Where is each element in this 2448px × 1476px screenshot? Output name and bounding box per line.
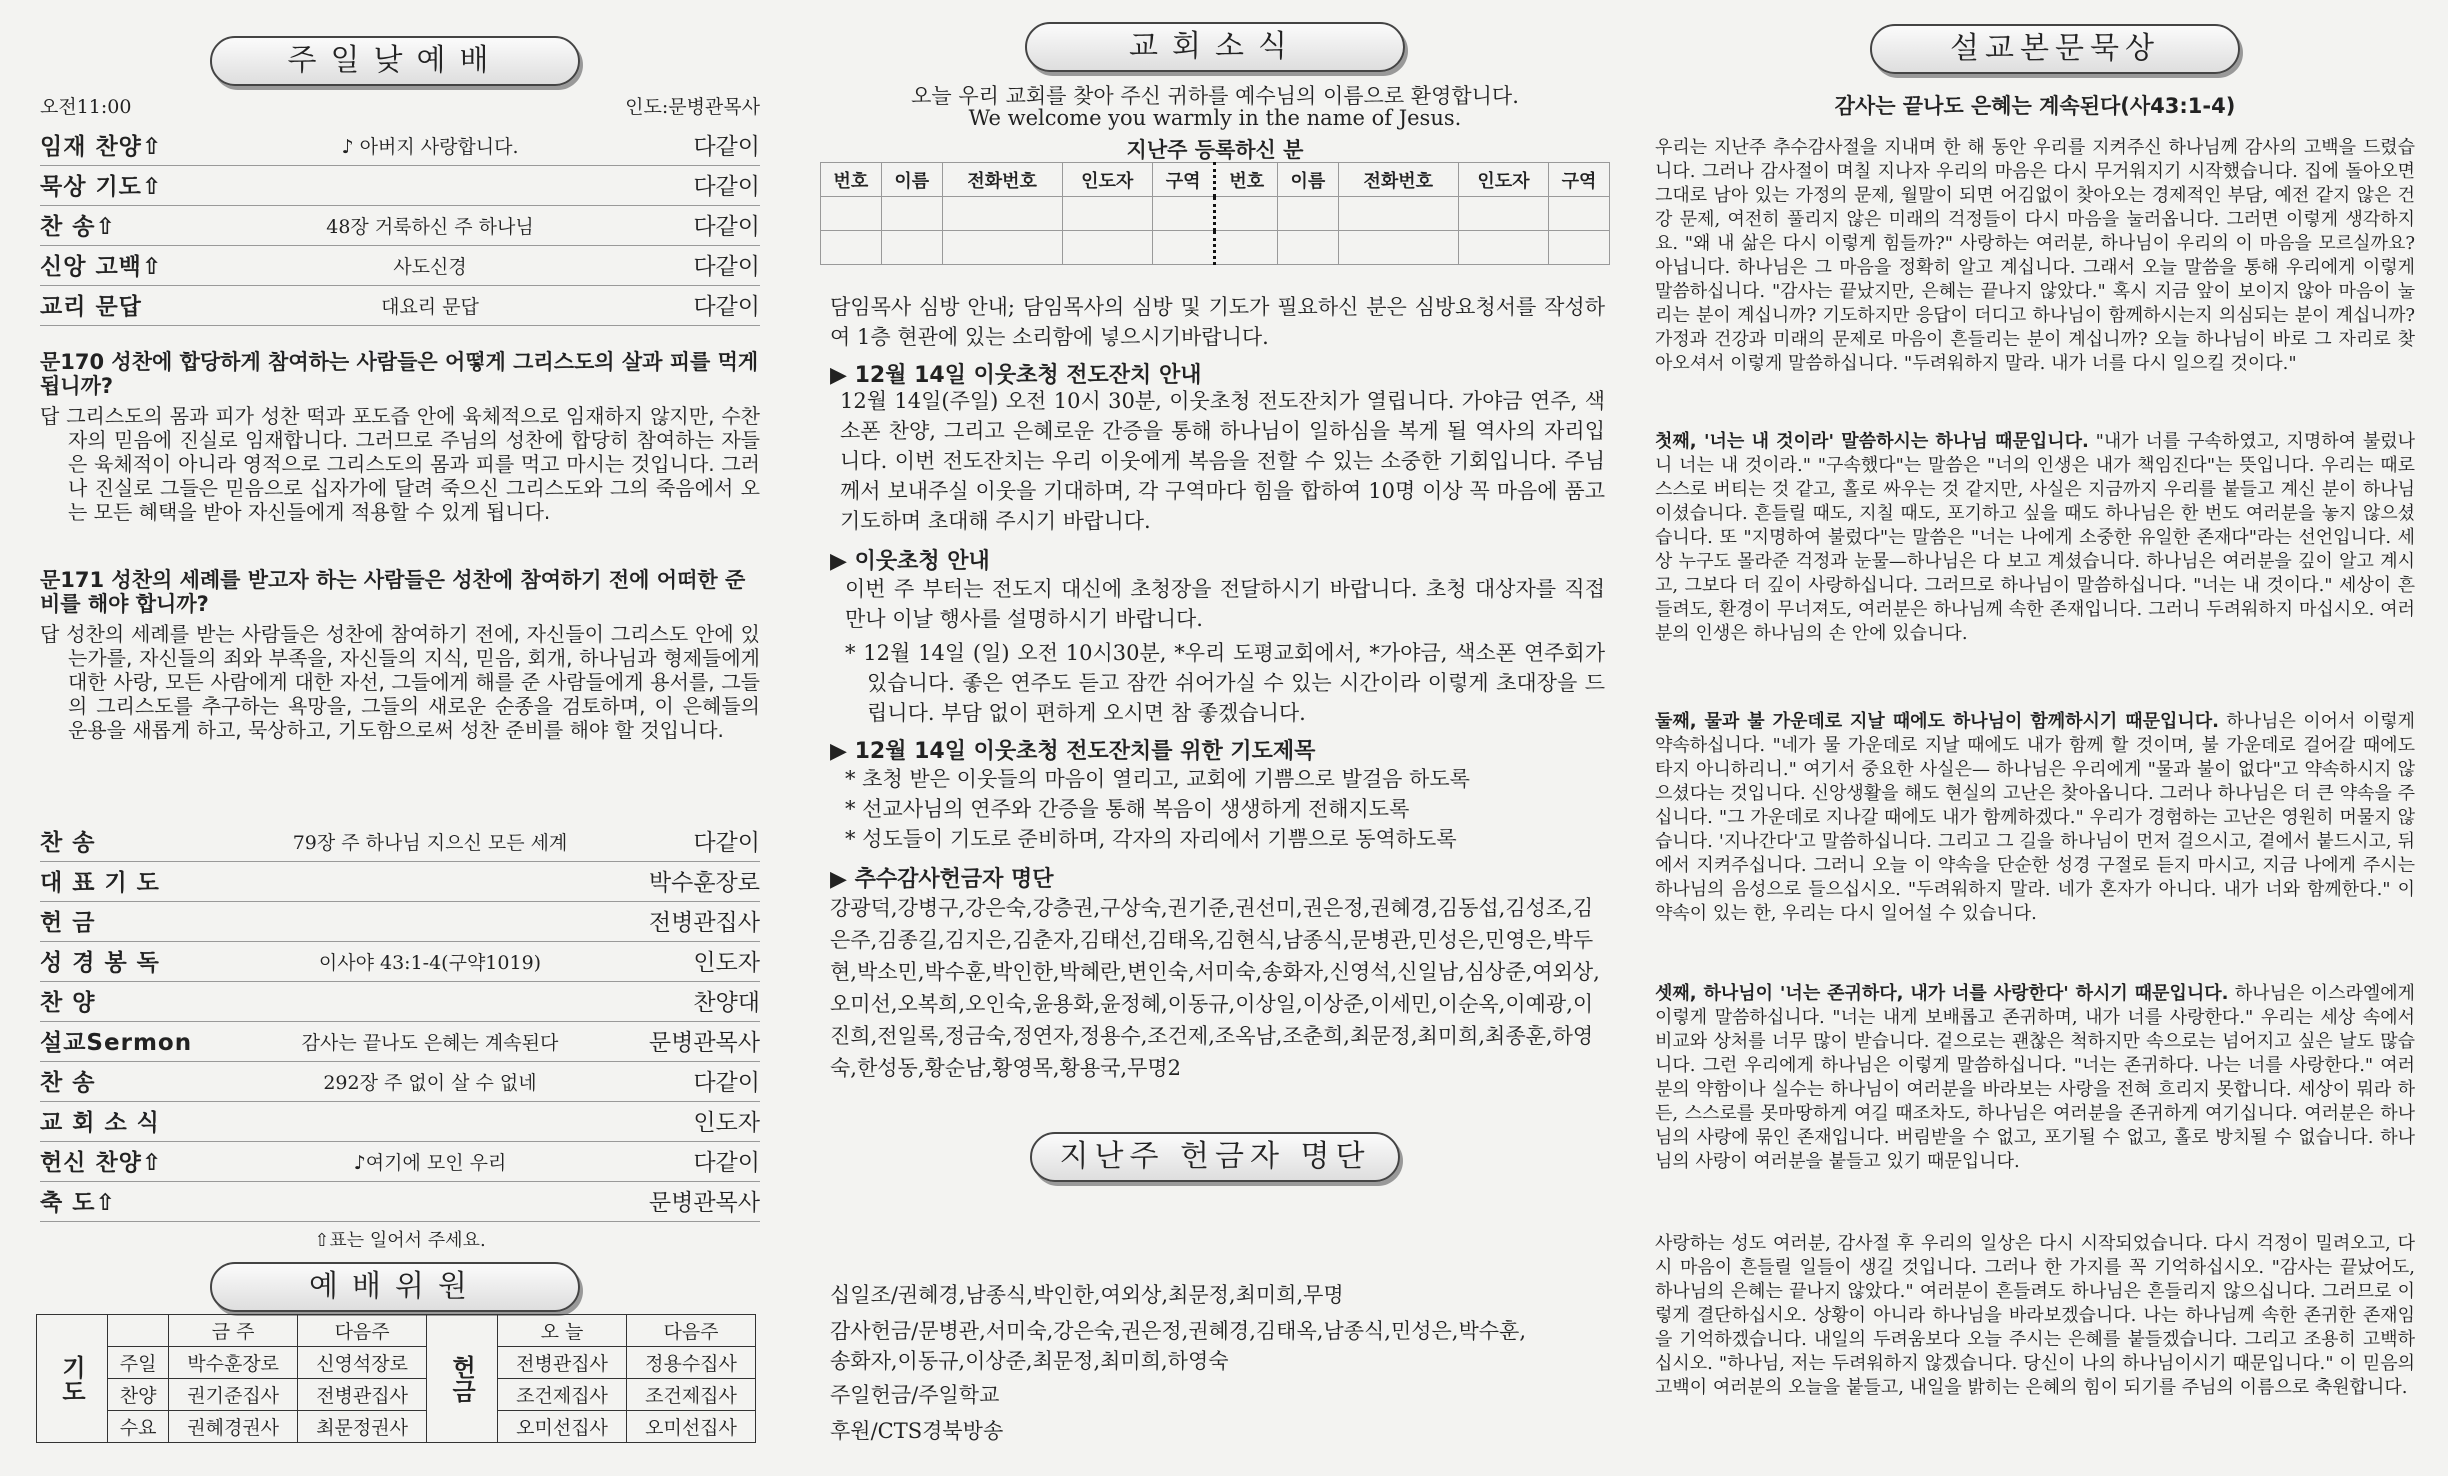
committee-day: 수요 <box>108 1411 169 1443</box>
order-row <box>40 1102 760 1142</box>
news-heading-4: ▶ 추수감사헌금자 명단 <box>830 867 1054 892</box>
sermon-point-heading: 셋째, 하나님이 '너는 존귀하다, 내가 너를 사랑한다' 하시기 때문입니다. <box>1655 983 2229 1004</box>
prayer-item: * 성도들이 기도로 준비하며, 각자의 자리에서 기쁨으로 동역하도록 <box>845 827 1457 851</box>
order-person: 다같이 <box>693 174 760 200</box>
sermon-closing: 사랑하는 성도 여러분, 감사절 후 우리의 일상은 다시 시작되었습니다. 다시 걱정이 밀려오고, 다시 마음이 흔들릴 일들이 생길 것입니다. 그러나 한 가지를 꼭 기억하십시오. "감사는 끝났어도, 하나님의 은혜는 끝나지 않았다." 여러분이 흔들려도 하나님은 흔들리지 않으십니다. 그러므로 이렇게 결단하십시오. 상황이 아니라 하나님을 바라보겠습니다. 나는 하나님께 속한 존귀한 존재임을 기억하겠습니다. 내일의 두려움보다 오늘 주시는 은혜를 붙들겠습니다. 그리고 조용히 고백하십시오. "하나님, 저는 두려워하지 않겠습니다. 당신이 나의 하나님이시기 때문입니다." 이 믿음의 고백이 여러분의 오늘을 붙들고, 내일을 밝히는 은혜의 힘이 되기를 주님의 이름으로 축원합니다. <box>1655 1233 2415 1398</box>
prayer-item: * 초청 받은 이웃들의 마음이 열리고, 교회에 기쁨으로 발걸음 하도록 <box>845 767 1470 791</box>
order-row <box>40 822 760 862</box>
order-row <box>40 982 760 1022</box>
order-label: 성 경 봉 독 <box>40 950 160 976</box>
order-item: 이사야 43:1-4(구약1019) <box>318 952 542 974</box>
sermon-point-heading: 첫째, '너는 내 것이라' 말씀하시는 하나님 때문입니다. <box>1655 431 2089 452</box>
register-empty-row <box>821 231 1610 265</box>
sermon-point-body: 하나님은 이어서 이렇게 약속하십니다. "네가 물 가운데로 지날 때에도 내가 함께 할 것이며, 불 가운데로 걸어갈 때에도 타지 아니하리니." 여기서 중요한 사실은— 하나님은 우리에게 "물과 불이 없다"고 약속하시지 않으셨다는 것입니다. 신앙생활을 해도 현실의 고난은 찾아옵니다. 그러나 하나님은 더 큰 약속을 주십니다. "그 가운데로 지나갈 때에도 내가 함께하겠다." 우리가 경험하는 고난은 영원히 머물지 않습니다. '지나간다'고 말씀하십니다. 그리고 그 길을 하나님이 먼저 걸으시고, 곁에서 붙드시고, 뒤에서 지켜주십니다. 그러니 오늘 이 약속을 단순한 성경 구절로 듣지 마시고, 지금 나에게 주시는 하나님의 음성으로 들으십시오. "두려워하지 말라. 네가 혼자가 아니다. 내가 너와 함께한다." 이 약속이 있는 한, 우리는 다시 일어설 수 있습니다. <box>1655 711 2415 924</box>
catechism-question: 문171 성찬의 세례를 받고자 하는 사람들은 성찬에 참여하기 전에 어떠한 준비를 해야 합니까? <box>40 568 746 616</box>
order-person: 박수훈장로 <box>648 870 760 896</box>
register-col-header: 전화번호 <box>942 163 1062 197</box>
order-row <box>40 1142 760 1182</box>
offering-line: 후원/CTS경북방송 <box>830 1419 1004 1443</box>
committee-next: 신영석장로 <box>298 1347 427 1379</box>
order-label: 찬 양 <box>40 990 96 1016</box>
order-label: 설교Sermon <box>40 1030 193 1056</box>
order-row <box>40 206 760 246</box>
committee-header: 오 늘 <box>498 1315 627 1347</box>
order-label: 찬 송 <box>40 830 96 856</box>
committee-day: 찬양 <box>108 1379 169 1411</box>
register-col-header: 인도자 <box>1458 163 1548 197</box>
catechism-answer: 답 그리스도의 몸과 피가 성찬 떡과 포도즙 안에 육체적으로 임재하지 않지만, 수찬자의 믿음에 진실로 임재합니다. 그러므로 주님의 성찬에 합당히 참여하는 자들은 육체적이 아니라 영적으로 그리스도의 몸과 피를 먹고 마시는 것입니다. 그러나 진실로 그들은 믿음으로 십자가에 달려 죽으신 그리스도와 그의 죽음에서 오는 모든 혜택을 받아 자신들에게 적용할 수 있게 됩니다. <box>40 404 760 524</box>
standing-note: ⇧표는 일어서 주세요. <box>314 1230 486 1251</box>
order-row <box>40 246 760 286</box>
order-person: 인도자 <box>693 1110 760 1136</box>
committee-next: 전병관집사 <box>298 1379 427 1411</box>
worship-order-column <box>30 0 760 1476</box>
order-item: 대요리 문답 <box>381 296 479 318</box>
register-col-header: 전화번호 <box>1338 163 1458 197</box>
order-person: 다같이 <box>693 1070 760 1096</box>
committee-this: 권기준집사 <box>169 1379 298 1411</box>
order-person: 다같이 <box>693 134 760 160</box>
sermon-point-3 <box>1655 982 2415 1174</box>
order-row <box>40 286 760 326</box>
committee-next2: 정용수집사 <box>627 1347 756 1379</box>
committee-row <box>37 1379 756 1411</box>
order-label: 교리 문답 <box>40 294 142 320</box>
order-label: 임재 찬양⇧ <box>40 134 163 160</box>
offering-title: 지난주 헌금자 명단 <box>1030 1132 1400 1182</box>
order-person: 다같이 <box>693 830 760 856</box>
order-label: 찬 송⇧ <box>40 214 116 240</box>
order-item: 292장 주 없이 살 수 없네 <box>323 1072 537 1094</box>
worship-time-row <box>40 92 760 119</box>
register-col-header: 번호 <box>821 163 882 197</box>
committee-next2: 조건제집사 <box>627 1379 756 1411</box>
worship-title: 주일낮예배 <box>210 36 580 86</box>
order-label: 대 표 기 도 <box>40 870 160 896</box>
register-col-header: 구역 <box>1549 163 1610 197</box>
sermon-point-heading: 둘째, 물과 불 가운데로 지날 때에도 하나님이 함께하시기 때문입니다. <box>1655 711 2219 732</box>
order-item: 사도신경 <box>393 256 467 278</box>
welcome-korean: 오늘 우리 교회를 찾아 주신 귀하를 예수님의 이름으로 환영합니다. <box>911 84 1519 108</box>
order-label: 신앙 고백⇧ <box>40 254 163 280</box>
welcome-english: We welcome you warmly in the name of Jesus. <box>968 106 1462 130</box>
offering-line: 송화자,이동규,이상준,최문정,최미희,하영숙 <box>830 1349 1229 1373</box>
news-title: 교회소식 <box>1025 22 1405 72</box>
news-heading-1: ▶ 12월 14일 이웃초청 전도잔치 안내 <box>830 363 1202 388</box>
register-col-header: 번호 <box>1215 163 1278 197</box>
order-label: 교 회 소 식 <box>40 1110 160 1136</box>
register-empty-row <box>821 197 1610 231</box>
order-row <box>40 1062 760 1102</box>
register-header-row <box>821 163 1610 197</box>
register-title: 지난주 등록하신 분 <box>1126 137 1304 162</box>
sermon-subtitle: 감사는 끝나도 은혜는 계속된다(사43:1-4) <box>1834 94 2236 118</box>
committee-day: 주일 <box>108 1347 169 1379</box>
news-body-2: 이번 주 부터는 전도지 대신에 초청장을 전달하시기 바랍니다. 초청 대상자를 직접 만나 이날 행사를 설명하시기 바랍니다. <box>845 577 1605 631</box>
committee-side-prayer: 기도 <box>37 1315 108 1443</box>
order-person: 다같이 <box>693 214 760 240</box>
committee-header: 다음주 <box>627 1315 756 1347</box>
committee-next2: 오미선집사 <box>627 1411 756 1443</box>
news-heading-2: ▶ 이웃초청 안내 <box>830 549 990 574</box>
sermon-meditation-column <box>1655 0 2415 1476</box>
order-person: 다같이 <box>693 294 760 320</box>
order-label: 묵상 기도⇧ <box>40 174 163 200</box>
register-col-header: 인도자 <box>1062 163 1152 197</box>
sermon-point-body: "내가 너를 구속하였고, 지명하여 불렀나니 너는 내 것이라." "구속했다"는 말씀은 "너의 인생은 내가 책임진다"는 뜻입니다. 우리는 때로 스스로 버티는 것 같고, 홀로 싸우는 것 같지만, 사실은 지금까지 우리를 붙들고 계신 분이 하나님이셨습니다. 흔들릴 때도, 지칠 때도, 포기하고 싶을 때도 하나님은 한 번도 여러분을 놓지 않으셨습니다. 또 "지명하여 불렀다"는 말씀은 "너는 나에게 소중한 유일한 존재다"라는 선언입니다. 세상 누구도 몰라준 걱정과 눈물—하나님은 다 보고 계셨습니다. 하나님은 여러분을 깊이 알고 계시고, 그보다 더 깊이 사랑하십니다. 그러므로 하나님이 말씀하십니다. "너는 내 것이다." 세상이 흔들려도, 환경이 무너져도, 여러분은 하나님께 속한 존재입니다. 그러니 두려워하지 마십시오. 여러분의 인생은 하나님의 손 안에 있습니다. <box>1655 431 2415 644</box>
order-person: 문병관목사 <box>648 1030 760 1056</box>
sermon-point-body: 하나님은 이스라엘에게 이렇게 말씀하십니다. "너는 내게 보배롭고 존귀하며, 내가 너를 사랑한다." 우리는 세상 속에서 비교와 상처를 너무 많이 받습니다. 겉으로는 괜찮은 척하지만 속으로는 넘어지고 싶은 날도 많습니다. 그런 우리에게 하나님은 이렇게 말씀하십니다. "너는 존귀하다. 나는 너를 사랑한다." 여러분의 약함이나 실수는 하나님이 여러분을 바라보는 사랑을 전혀 흐리지 못합니다. 세상이 뭐라 하든, 스스로를 못마땅하게 여길 때조차도, 하나님은 여러분을 존귀하게 여기십니다. 여러분은 하나님의 사랑에 묶인 존재입니다. 버림받을 수 없고, 포기될 수 없고, 홀로 방치될 수 없습니다. 하나님의 사랑이 여러분을 붙들고 있기 때문입니다. <box>1655 983 2416 1172</box>
pastor-visit-notice: 담임목사 심방 안내; 담임목사의 심방 및 기도가 필요하신 분은 심방요청서를 작성하여 1층 현관에 있는 소리함에 넣으시기바랍니다. <box>830 295 1605 349</box>
order-label: 헌 금 <box>40 910 96 936</box>
order-label: 찬 송 <box>40 1070 96 1096</box>
offering-line: 감사헌금/문병관,서미숙,강은숙,권은정,권혜경,김태옥,남종식,민성은,박수훈, <box>830 1319 1527 1343</box>
offering-line: 주일헌금/주일학교 <box>830 1383 1000 1407</box>
committee-header-row <box>37 1315 756 1347</box>
worship-leader: 인도:문병관목사 <box>625 96 760 118</box>
order-person: 다같이 <box>693 1150 760 1176</box>
order-item: 48장 거룩하신 주 하나님 <box>326 216 534 238</box>
committee-today: 전병관집사 <box>498 1347 627 1379</box>
order-row <box>40 862 760 902</box>
order-person: 다같이 <box>693 254 760 280</box>
order-person: 전병관집사 <box>648 910 760 936</box>
worship-time: 오전11:00 <box>40 96 132 118</box>
register-col-header: 구역 <box>1152 163 1215 197</box>
sermon-point-2 <box>1655 710 2415 926</box>
order-person: 인도자 <box>693 950 760 976</box>
register-table <box>820 162 1610 265</box>
catechism-answer: 답 성찬의 세례를 받는 사람들은 성찬에 참여하기 전에, 자신들이 그리스도 안에 있는가를, 자신들의 죄와 부족을, 자신들의 지식, 믿음, 회개, 하나님과 형제들에게 대한 사랑, 모든 사람에게 대한 자선, 그들에게 해를 준 사람들에게 용서를, 그들의 그리스도를 추구하는 욕망을, 그들의 새로운 순종을 검토하며, 이 은혜들의 운용을 새롭게 하고, 묵상하고, 기도함으로써 성찬 준비를 해야 할 것입니다. <box>40 622 760 742</box>
order-row <box>40 166 760 206</box>
offering-line: 십일조/권혜경,남종식,박인한,여외상,최문정,최미희,무명 <box>830 1283 1344 1307</box>
order-item: ♪ 아버지 사랑합니다. <box>341 136 519 158</box>
committee-today: 오미선집사 <box>498 1411 627 1443</box>
order-item: 감사는 끝나도 은혜는 계속된다 <box>301 1032 559 1054</box>
order-person: 찬양대 <box>693 990 760 1016</box>
sermon-title: 설교본문묵상 <box>1870 24 2240 74</box>
order-label: 축 도⇧ <box>40 1190 116 1216</box>
order-row <box>40 126 760 166</box>
catechism-question: 문170 성찬에 합당하게 참여하는 사람들은 어떻게 그리스도의 살과 피를 먹게 됩니까? <box>40 350 759 398</box>
prayer-item: * 선교사님의 연주와 간증을 통해 복음이 생생하게 전해지도록 <box>845 797 1410 821</box>
news-body-1: 12월 14일(주일) 오전 10시 30분, 이웃초청 전도잔치가 열립니다. 가야금 연주, 색소폰 찬양, 그리고 은혜로운 간증을 통해 하나님이 일하심을 복게 될 역사의 자리입니다. 이번 전도잔치는 우리 이웃에게 복음을 전할 수 있는 소중한 기회입니다. 주님께서 보내주실 이웃을 기대하며, 각 구역마다 힘을 합하여 10명 이상 꼭 마음에 품고 기도하며 초대해 주시기 바랍니다. <box>840 389 1605 533</box>
catechism-q171 <box>40 568 760 742</box>
order-person: 문병관목사 <box>648 1190 760 1216</box>
order-label: 헌신 찬양⇧ <box>40 1150 163 1176</box>
committee-next: 최문정권사 <box>298 1411 427 1443</box>
order-item: ♪여기에 모인 우리 <box>353 1152 507 1174</box>
sermon-intro: 우리는 지난주 추수감사절을 지내며 한 해 동안 우리를 지켜주신 하나님께 감사의 고백을 드렸습니다. 그러나 감사절이 며칠 지나자 우리의 마음은 다시 무거워지기 시작했습니다. 집에 돌아오면 그대로 남아 있는 가정의 문제, 월말이 되면 어김없이 찾아오는 경제적인 부담, 예전 같지 않은 건강 문제, 여전히 풀리지 않은 미래의 걱정들이 다시 마음을 눌러옵니다. 그러면 이렇게 생각하지요. "왜 내 삶은 다시 이렇게 힘들까?" 사랑하는 여러분, 하나님이 우리의 이 마음을 모르실까요? 아닙니다. 하나님은 그 마음을 정확히 알고 계십니다. 그래서 오늘 말씀을 통해 우리에게 이렇게 말씀하십니다. "감사는 끝났지만, 은혜는 끝나지 않았다." 혹시 지금 앞이 보이지 않아 마음이 눌리는 분이 계십니까? 기도하지만 응답이 더디고 하나님이 함께하시는지 의심되는 분이 계십니까? 가정과 건강과 미래의 문제로 마음이 흔들리는 분이 계십니까? 오늘 하나님이 바로 그 자리로 찾아오셔서 이렇게 말씀하십니다. "두려워하지 말라. 내가 너를 다시 일으킬 것이다." <box>1655 137 2415 374</box>
committee-this: 권혜경권사 <box>169 1411 298 1443</box>
register-col-header: 이름 <box>881 163 942 197</box>
thanksgiving-donors: 강광덕,강병구,강은숙,강층권,구상숙,권기준,권선미,권은정,권혜경,김동섭,김성조,김은주,김종길,김지은,김춘자,김태선,김태옥,김현식,남종식,문병관,민성은,민영은,박두현,박소민,박수훈,박인한,박혜란,변인숙,서미숙,송화자,신영석,신일남,심상준,여외상,오미선,오복희,오인숙,윤용화,윤정혜,이동규,이상일,이상준,이세민,이순옥,이예광,이진희,전일록,정금숙,정연자,정용수,조건제,조옥남,조춘희,최문정,최미희,최종훈,하영숙,한성동,황순남,황영목,황용국,무명2 <box>830 896 1600 1080</box>
church-news-column <box>815 0 1615 1476</box>
order-row <box>40 902 760 942</box>
committee-title: 예배위원 <box>210 1262 580 1312</box>
committee-row <box>37 1347 756 1379</box>
order-item: 79장 주 하나님 지으신 모든 세계 <box>292 832 568 854</box>
sermon-point-1 <box>1655 430 2415 646</box>
committee-this: 박수훈장로 <box>169 1347 298 1379</box>
order-row <box>40 1022 760 1062</box>
committee-table <box>36 1314 756 1443</box>
register-col-header: 이름 <box>1277 163 1338 197</box>
news-heading-3: ▶ 12월 14일 이웃초청 전도잔치를 위한 기도제목 <box>830 739 1316 764</box>
order-row <box>40 942 760 982</box>
committee-header: 다음주 <box>298 1315 427 1347</box>
committee-today: 조건제집사 <box>498 1379 627 1411</box>
committee-side-offering: 헌금 <box>427 1315 498 1443</box>
order-row <box>40 1182 760 1222</box>
news-body-2b: * 12월 14일 (일) 오전 10시30분, *우리 도평교회에서, *가야금, 색소폰 연주회가 있습니다. 좋은 연주도 듣고 잠깐 쉬어가실 수 있는 시간이라 이렇게 초대장을 드립니다. 부담 없이 편하게 오시면 참 좋겠습니다. <box>845 641 1605 725</box>
catechism-q170 <box>40 350 760 524</box>
committee-header <box>108 1315 169 1347</box>
committee-header: 금 주 <box>169 1315 298 1347</box>
committee-row <box>37 1411 756 1443</box>
